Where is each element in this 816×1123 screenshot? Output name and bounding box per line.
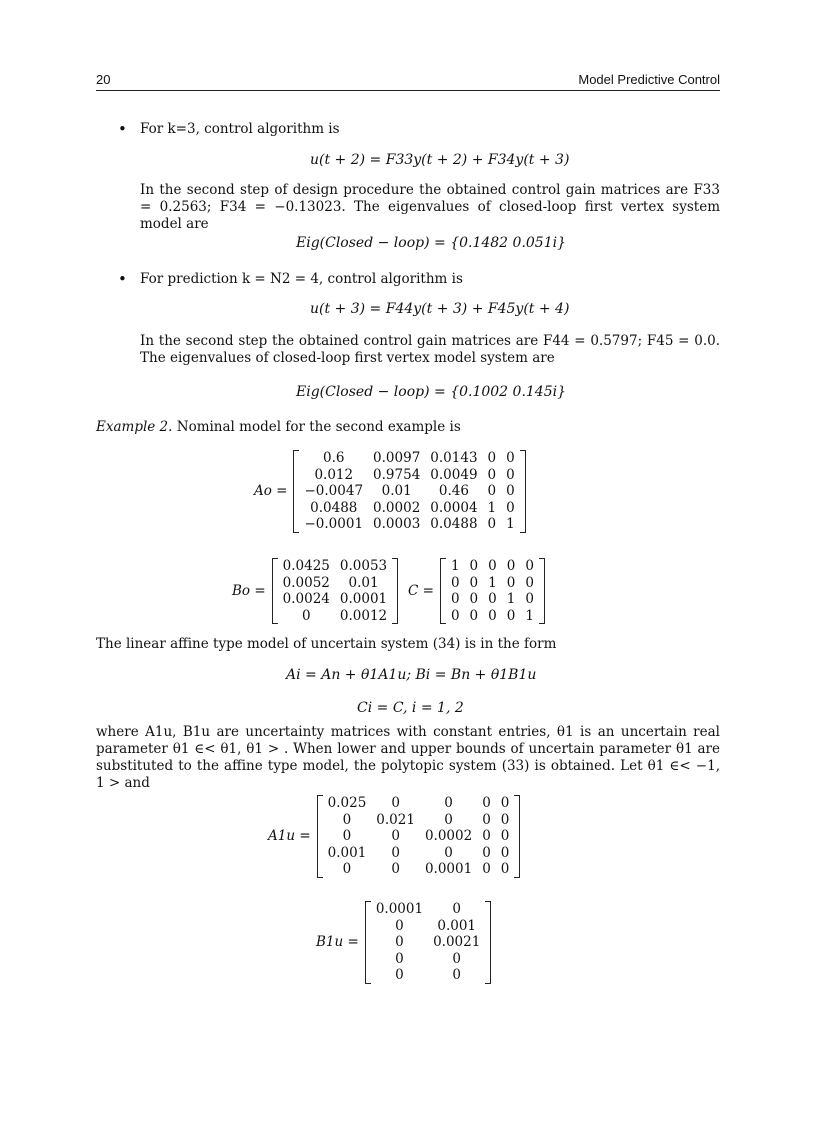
matrix-cell: −0.0047	[304, 483, 364, 500]
matrix-cell: 0	[482, 811, 491, 828]
matrix-row	[299, 483, 519, 500]
matrix-label: Ao =	[254, 483, 288, 500]
matrix-row	[278, 591, 393, 608]
matrix-cell: 0.0053	[339, 558, 388, 575]
matrix-cell: 1	[487, 499, 497, 516]
example-text: Nominal model for the second example is	[176, 419, 461, 435]
matrix-cell: 0	[500, 844, 510, 861]
matrix-cell: 1	[450, 558, 460, 575]
right-bracket	[485, 901, 491, 984]
matrix-row	[446, 608, 539, 625]
matrix-cell: 0.0052	[282, 574, 330, 591]
matrix-cell: 0	[469, 574, 479, 591]
bullet1-text: In the second step of design procedure the obtained control gain matrices are F33 = 0.2563; F34 = −0.13023. The eigenvalues of closed-loop first vertex system model are	[140, 182, 720, 232]
bullet2-lead: For prediction k = N2 = 4, control algorithm is	[140, 271, 463, 287]
matrix-cell: 0.0425	[282, 558, 330, 575]
matrix-cell: 0	[506, 483, 515, 500]
matrix-row	[278, 608, 393, 625]
matrix-cell: 0	[469, 558, 479, 575]
right-bracket	[392, 558, 398, 624]
matrix-cell: 0.0003	[373, 516, 421, 533]
matrix-cell: 1	[525, 607, 534, 624]
matrix-cell: 0.0001	[339, 591, 388, 608]
matrix-cell: 0	[395, 967, 404, 984]
matrix-cell: 1	[488, 574, 497, 591]
matrix-cell: 0	[506, 499, 515, 516]
matrix-row	[446, 591, 539, 608]
matrix-cell: 0	[342, 861, 352, 878]
matrix-cell: 0	[487, 466, 497, 483]
matrix-row	[371, 918, 486, 935]
matrix-cell: 0	[525, 574, 534, 591]
page-number: 20	[96, 72, 111, 87]
matrix-cell: 0	[500, 828, 510, 845]
example-label: Example 2.	[96, 419, 173, 435]
matrix-cell: 0.0143	[430, 450, 478, 467]
matrix-B1u	[316, 901, 491, 984]
matrix-cell: 0	[391, 828, 400, 845]
affine-text: where A1u, B1u are uncertainty matrices with constant entries, θ1 is an uncertain real parameter θ1 ∈< θ1, θ1 > . When lower and upper bounds of uncertain parameter θ1 are substituted to the affine type model, the polytopic system (33) is obtained. Let θ1 ∈< −1, 1 > and	[96, 724, 720, 791]
matrix-cell: 0	[506, 574, 516, 591]
matrix-cell: 0	[450, 574, 460, 591]
matrix-cell: 0	[391, 795, 400, 812]
matrix-row	[323, 845, 515, 862]
bullet2-eig: Eig(Closed − loop) = {0.1002 0.145i}	[296, 384, 566, 400]
matrix-row	[371, 901, 486, 918]
matrix-cell: 0.46	[438, 483, 469, 500]
matrix-cell: 0	[506, 450, 515, 467]
matrix-cell: 0	[395, 934, 404, 951]
page-header	[96, 70, 720, 91]
matrix-cell: 0.012	[314, 466, 354, 483]
running-title: Model Predictive Control	[578, 72, 720, 87]
matrix-row	[299, 467, 519, 484]
matrix-cell: 0	[342, 828, 352, 845]
matrix-row	[278, 575, 393, 592]
matrix-row	[278, 558, 393, 575]
matrix-row	[323, 795, 515, 812]
matrix-cell: 0.0488	[310, 499, 358, 516]
matrix-row	[371, 934, 486, 951]
matrix-cell: 0	[488, 591, 497, 608]
bullet2-equation: u(t + 3) = F44y(t + 3) + F45y(t + 4)	[310, 301, 570, 317]
matrix-cell: 0	[469, 591, 479, 608]
matrix-cell: 0.01	[348, 574, 379, 591]
matrix-row	[446, 558, 539, 575]
matrix-cell: 0	[487, 483, 497, 500]
matrix-cell: 0	[487, 450, 497, 467]
matrix-cell: 0	[395, 950, 404, 967]
matrix-cell: 0	[452, 901, 461, 918]
matrix-cell: 0	[488, 558, 497, 575]
matrix-cell: 0.0024	[282, 591, 330, 608]
matrix-table	[371, 901, 486, 984]
matrix-table	[323, 795, 515, 878]
matrix-cell: 0	[395, 917, 404, 934]
right-bracket	[514, 795, 520, 878]
matrix-cell: 0.9754	[373, 466, 421, 483]
bullet1-equation: u(t + 2) = F33y(t + 2) + F34y(t + 3)	[310, 152, 570, 168]
example-line	[96, 419, 461, 436]
bullet-icon: •	[118, 120, 127, 138]
matrix-cell: −0.0001	[304, 516, 364, 533]
matrix-cell: 0.6	[323, 450, 345, 467]
matrix-row	[446, 575, 539, 592]
bullet-icon: •	[118, 270, 127, 288]
matrix-cell: 0	[391, 844, 400, 861]
matrix-table	[278, 558, 393, 624]
matrix-cell: 0	[482, 844, 491, 861]
bullet1-lead: For k=3, control algorithm is	[140, 121, 340, 137]
matrix-cell: 0	[506, 607, 516, 624]
matrix-row	[371, 951, 486, 968]
matrix-cell: 0	[525, 591, 534, 608]
matrix-cell: 0	[500, 861, 510, 878]
matrix-cell: 0.001	[437, 917, 477, 934]
affine-eq2: Ci = C, i = 1, 2	[357, 700, 464, 716]
matrix-C	[408, 558, 545, 624]
matrix-cell: 0	[500, 811, 510, 828]
matrix-table	[446, 558, 539, 624]
matrix-cell: 0.0012	[339, 607, 388, 624]
matrix-Bo	[232, 558, 398, 624]
matrix-cell: 0	[301, 607, 311, 624]
affine-eq1: Ai = An + θ1A1u; Bi = Bn + θ1B1u	[286, 667, 537, 683]
matrix-cell: 0.0001	[375, 901, 424, 918]
matrix-cell: 0	[444, 795, 453, 812]
matrix-table	[299, 450, 519, 533]
matrix-cell: 0.025	[327, 795, 367, 812]
matrix-cell: 0	[391, 861, 400, 878]
matrix-A1u	[268, 795, 520, 878]
matrix-cell: 0.0049	[430, 466, 478, 483]
matrix-row	[299, 450, 519, 467]
matrix-cell: 0	[525, 558, 534, 575]
matrix-cell: 0	[450, 607, 460, 624]
matrix-cell: 0	[444, 811, 453, 828]
matrix-cell: 0.01	[381, 483, 412, 500]
affine-intro: The linear affine type model of uncertain system (34) is in the form	[96, 636, 557, 652]
matrix-cell: 0.001	[327, 844, 367, 861]
matrix-cell: 0	[482, 828, 491, 845]
matrix-cell: 0.0002	[373, 499, 421, 516]
matrix-cell: 0	[342, 811, 352, 828]
matrix-cell: 0	[506, 558, 516, 575]
matrix-row	[323, 812, 515, 829]
right-bracket	[520, 450, 526, 533]
matrix-cell: 0	[482, 861, 491, 878]
matrix-cell: 0.0004	[430, 499, 478, 516]
matrix-row	[299, 500, 519, 517]
matrix-cell: 0.0002	[424, 828, 473, 845]
matrix-cell: 0.0097	[373, 450, 421, 467]
matrix-label: C =	[408, 583, 434, 599]
matrix-row	[371, 967, 486, 984]
matrix-cell: 1	[506, 516, 515, 533]
matrix-cell: 0.021	[376, 811, 415, 828]
matrix-cell: 0	[500, 795, 510, 812]
matrix-cell: 0	[450, 591, 460, 608]
matrix-row	[323, 828, 515, 845]
matrix-cell: 0	[452, 967, 461, 984]
bullet2-text: In the second step the obtained control gain matrices are F44 = 0.5797; F45 = 0.0. The eigenvalues of closed-loop first vertex model system are	[140, 333, 720, 366]
matrix-cell: 0.0001	[424, 861, 473, 878]
matrix-cell: 0	[488, 607, 497, 624]
matrix-label: B1u =	[316, 934, 359, 951]
right-bracket	[539, 558, 545, 624]
matrix-cell: 1	[506, 591, 516, 608]
matrix-cell: 0	[444, 844, 453, 861]
matrix-row	[299, 516, 519, 533]
matrix-label: Bo =	[232, 583, 266, 599]
matrix-cell: 0	[482, 795, 491, 812]
matrix-cell: 0	[469, 607, 479, 624]
matrix-cell: 0	[452, 950, 461, 967]
matrix-row	[323, 861, 515, 878]
bullet1-eig: Eig(Closed − loop) = {0.1482 0.051i}	[296, 235, 566, 251]
matrix-cell: 0.0488	[430, 516, 478, 533]
matrix-cell: 0.0021	[433, 934, 481, 951]
matrix-cell: 0	[506, 466, 515, 483]
matrix-Ao	[254, 450, 526, 533]
matrix-cell: 0	[487, 516, 497, 533]
matrix-label: A1u =	[268, 828, 311, 845]
